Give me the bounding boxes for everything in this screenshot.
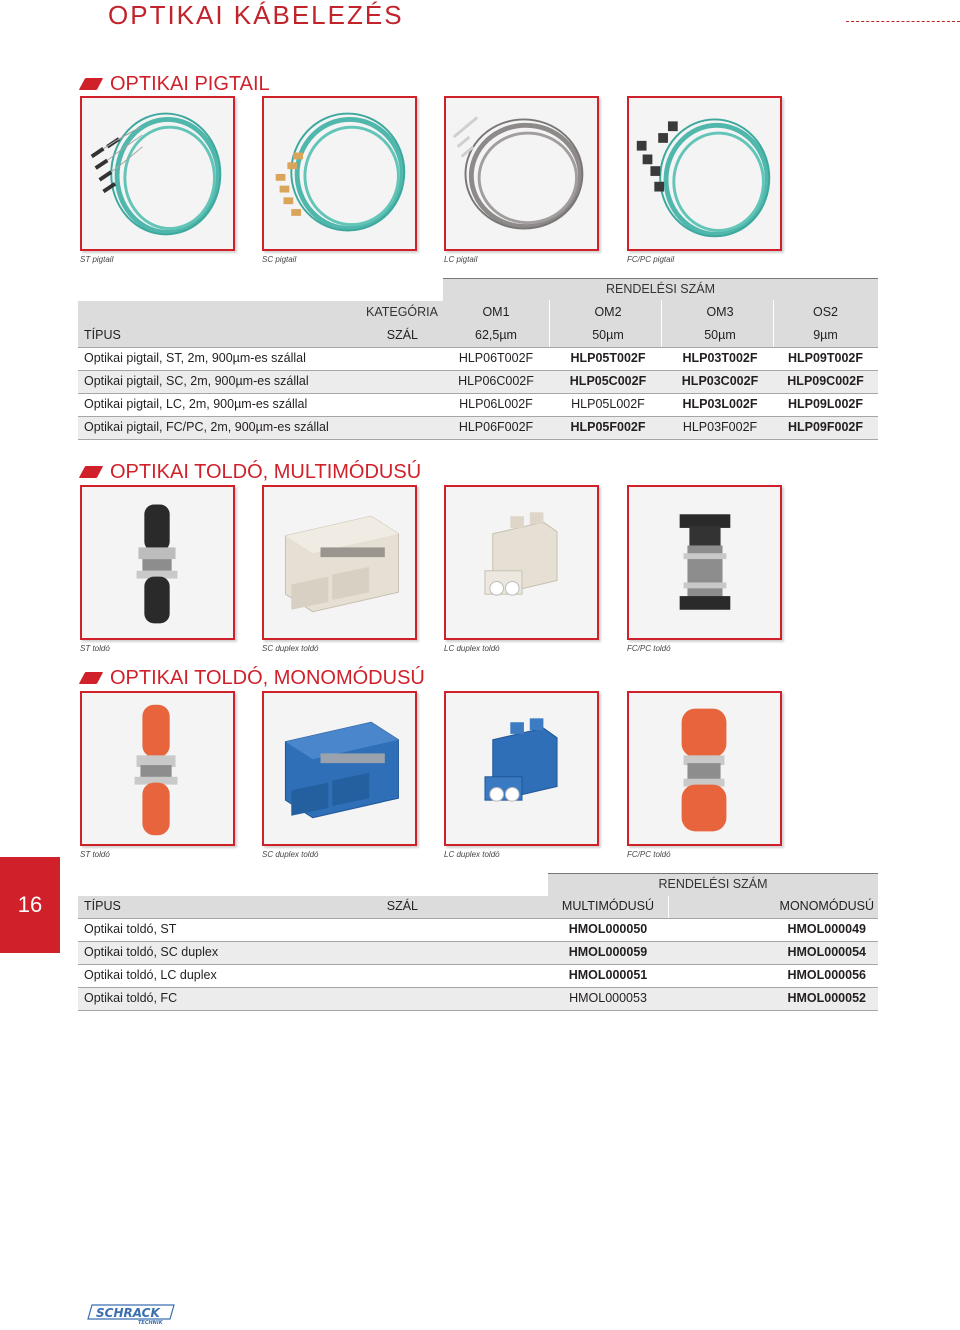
aqua-fiber-coil-icon: [264, 98, 415, 249]
table-cell-type: Optikai toldó, ST: [84, 922, 177, 936]
photo-lc-pigtail: [444, 96, 599, 251]
table-cell-order-code: HLP05T002F: [570, 351, 646, 365]
gray-fiber-coil-icon: [446, 98, 597, 249]
logo-text: SCHRACK: [96, 1306, 160, 1320]
fiber-om1: 62,5µm: [475, 328, 517, 342]
photo-caption: ST pigtail: [80, 255, 114, 264]
table-cell-order-code: HLP03T002F: [682, 351, 758, 365]
schrack-logo: [86, 1303, 176, 1325]
order-number-header: RENDELÉSI SZÁM: [605, 282, 716, 296]
table-cell-order-code: HLP09C002F: [787, 374, 864, 388]
section-title: OPTIKAI TOLDÓ, MONOMÓDUSÚ: [110, 667, 425, 689]
section-header-singlemode: [82, 665, 425, 691]
fc-coupler-icon: [629, 487, 780, 638]
section-title: OPTIKAI TOLDÓ, MULTIMÓDUSÚ: [110, 461, 422, 483]
photo-caption: ST toldó: [80, 850, 110, 859]
table-cell-order-code: HLP03F002F: [682, 420, 758, 434]
fiber-om3: 50µm: [704, 328, 736, 342]
table-cell-type: Optikai pigtail, SC, 2m, 900µm-es szállal: [84, 374, 309, 388]
category-os2: OS2: [812, 305, 838, 319]
photo-st-coupler-sm: [80, 691, 235, 846]
photo-caption: SC duplex toldó: [262, 644, 319, 653]
table-cell-type: Optikai pigtail, LC, 2m, 900µm-es szállal: [84, 397, 308, 411]
photo-caption: LC duplex toldó: [444, 850, 500, 859]
section-header-multimode: [82, 459, 421, 485]
photo-caption: FC/PC toldó: [627, 644, 671, 653]
table-cell-order-code: HLP06L002F: [459, 397, 533, 411]
fiber-label: SZÁL: [386, 899, 418, 913]
fc-coupler-icon: [629, 693, 780, 844]
table-cell-order-code: HMOL000050: [568, 922, 648, 936]
table-cell-order-code: HLP09F002F: [787, 420, 864, 434]
table-cell-order-code: HMOL000056: [787, 968, 866, 982]
photo-sc-duplex-coupler-sm: [262, 691, 417, 846]
table-cell-order-code: HLP06C002F: [458, 374, 534, 388]
category-label: KATEGÓRIA: [365, 305, 438, 319]
st-coupler-icon: [82, 693, 233, 844]
photo-caption: ST toldó: [80, 644, 110, 653]
photo-fc-coupler-sm: [627, 691, 782, 846]
table-rule: [78, 1010, 878, 1011]
table-cell-order-code: HLP09L002F: [787, 397, 864, 411]
page-number-tab: 16: [0, 857, 60, 953]
fiber-os2: 9µm: [813, 328, 838, 342]
page-title: OPTIKAI KÁBELEZÉS: [108, 0, 404, 30]
column-singlemode: MONOMÓDUSÚ: [779, 899, 874, 913]
table-cell-type: Optikai pigtail, ST, 2m, 900µm-es szállal: [84, 351, 306, 365]
photo-lc-duplex-coupler: [444, 485, 599, 640]
aqua-fiber-coil-icon: [82, 98, 233, 249]
type-label: TÍPUS: [84, 899, 121, 913]
section-marker-icon: [79, 672, 103, 684]
header-rule: [846, 21, 960, 22]
aqua-fiber-coil-icon: [629, 98, 780, 249]
sc-duplex-coupler-icon: [264, 693, 415, 844]
column-multimode: MULTIMÓDUSÚ: [561, 899, 655, 913]
lc-duplex-coupler-icon: [446, 487, 597, 638]
photo-sc-pigtail: [262, 96, 417, 251]
order-number-header: RENDELÉSI SZÁM: [658, 877, 768, 891]
photo-sc-duplex-coupler: [262, 485, 417, 640]
table-cell-type: Optikai toldó, FC: [84, 991, 178, 1005]
photo-fc-pigtail: [627, 96, 782, 251]
table-cell-order-code: HMOL000049: [787, 922, 866, 936]
table-cell-order-code: HMOL000054: [787, 945, 866, 959]
category-om2: OM2: [594, 305, 622, 319]
table-cell-order-code: HLP05F002F: [570, 420, 646, 434]
sc-duplex-coupler-icon: [264, 487, 415, 638]
table-cell-order-code: HLP06T002F: [458, 351, 534, 365]
category-om1: OM1: [482, 305, 510, 319]
table-cell-type: Optikai toldó, LC duplex: [84, 968, 217, 982]
table-cell-type: Optikai toldó, SC duplex: [84, 945, 219, 959]
table-cell-order-code: HLP03C002F: [681, 374, 759, 388]
logo-subtext: TECHNIK: [138, 1320, 163, 1325]
table-cell-order-code: HLP06F002F: [458, 420, 534, 434]
section-title: OPTIKAI PIGTAIL: [110, 73, 270, 95]
table-cell-order-code: HLP05C002F: [569, 374, 647, 388]
table-cell-order-code: HMOL000051: [568, 968, 648, 982]
photo-caption: FC/PC toldó: [627, 850, 671, 859]
photo-fc-coupler: [627, 485, 782, 640]
table-cell-type: Optikai pigtail, FC/PC, 2m, 900µm-es szállal: [84, 420, 329, 434]
table-cell-order-code: HMOL000059: [568, 945, 648, 959]
schrack-logo-icon: [86, 1303, 176, 1325]
category-om3: OM3: [706, 305, 734, 319]
section-header-pigtail: [82, 71, 270, 97]
lc-duplex-coupler-icon: [446, 693, 597, 844]
photo-st-coupler: [80, 485, 235, 640]
table-cell-order-code: HMOL000052: [787, 991, 866, 1005]
photo-st-pigtail: [80, 96, 235, 251]
section-marker-icon: [79, 466, 103, 478]
fiber-om2: 50µm: [592, 328, 624, 342]
photo-caption: SC duplex toldó: [262, 850, 319, 859]
table-cell-order-code: HLP03L002F: [682, 397, 758, 411]
table-cell-order-code: HLP09T002F: [787, 351, 864, 365]
photo-caption: LC duplex toldó: [444, 644, 500, 653]
photo-caption: FC/PC pigtail: [627, 255, 675, 264]
st-coupler-icon: [82, 487, 233, 638]
table-rule: [78, 439, 878, 440]
type-label: TÍPUS: [84, 328, 121, 342]
table-cell-order-code: HMOL000053: [569, 991, 647, 1005]
table-cell-order-code: HLP05L002F: [571, 397, 645, 411]
photo-lc-duplex-coupler-sm: [444, 691, 599, 846]
photo-caption: SC pigtail: [262, 255, 297, 264]
section-marker-icon: [79, 78, 103, 90]
photo-caption: LC pigtail: [444, 255, 478, 264]
fiber-label: SZÁL: [386, 328, 418, 342]
